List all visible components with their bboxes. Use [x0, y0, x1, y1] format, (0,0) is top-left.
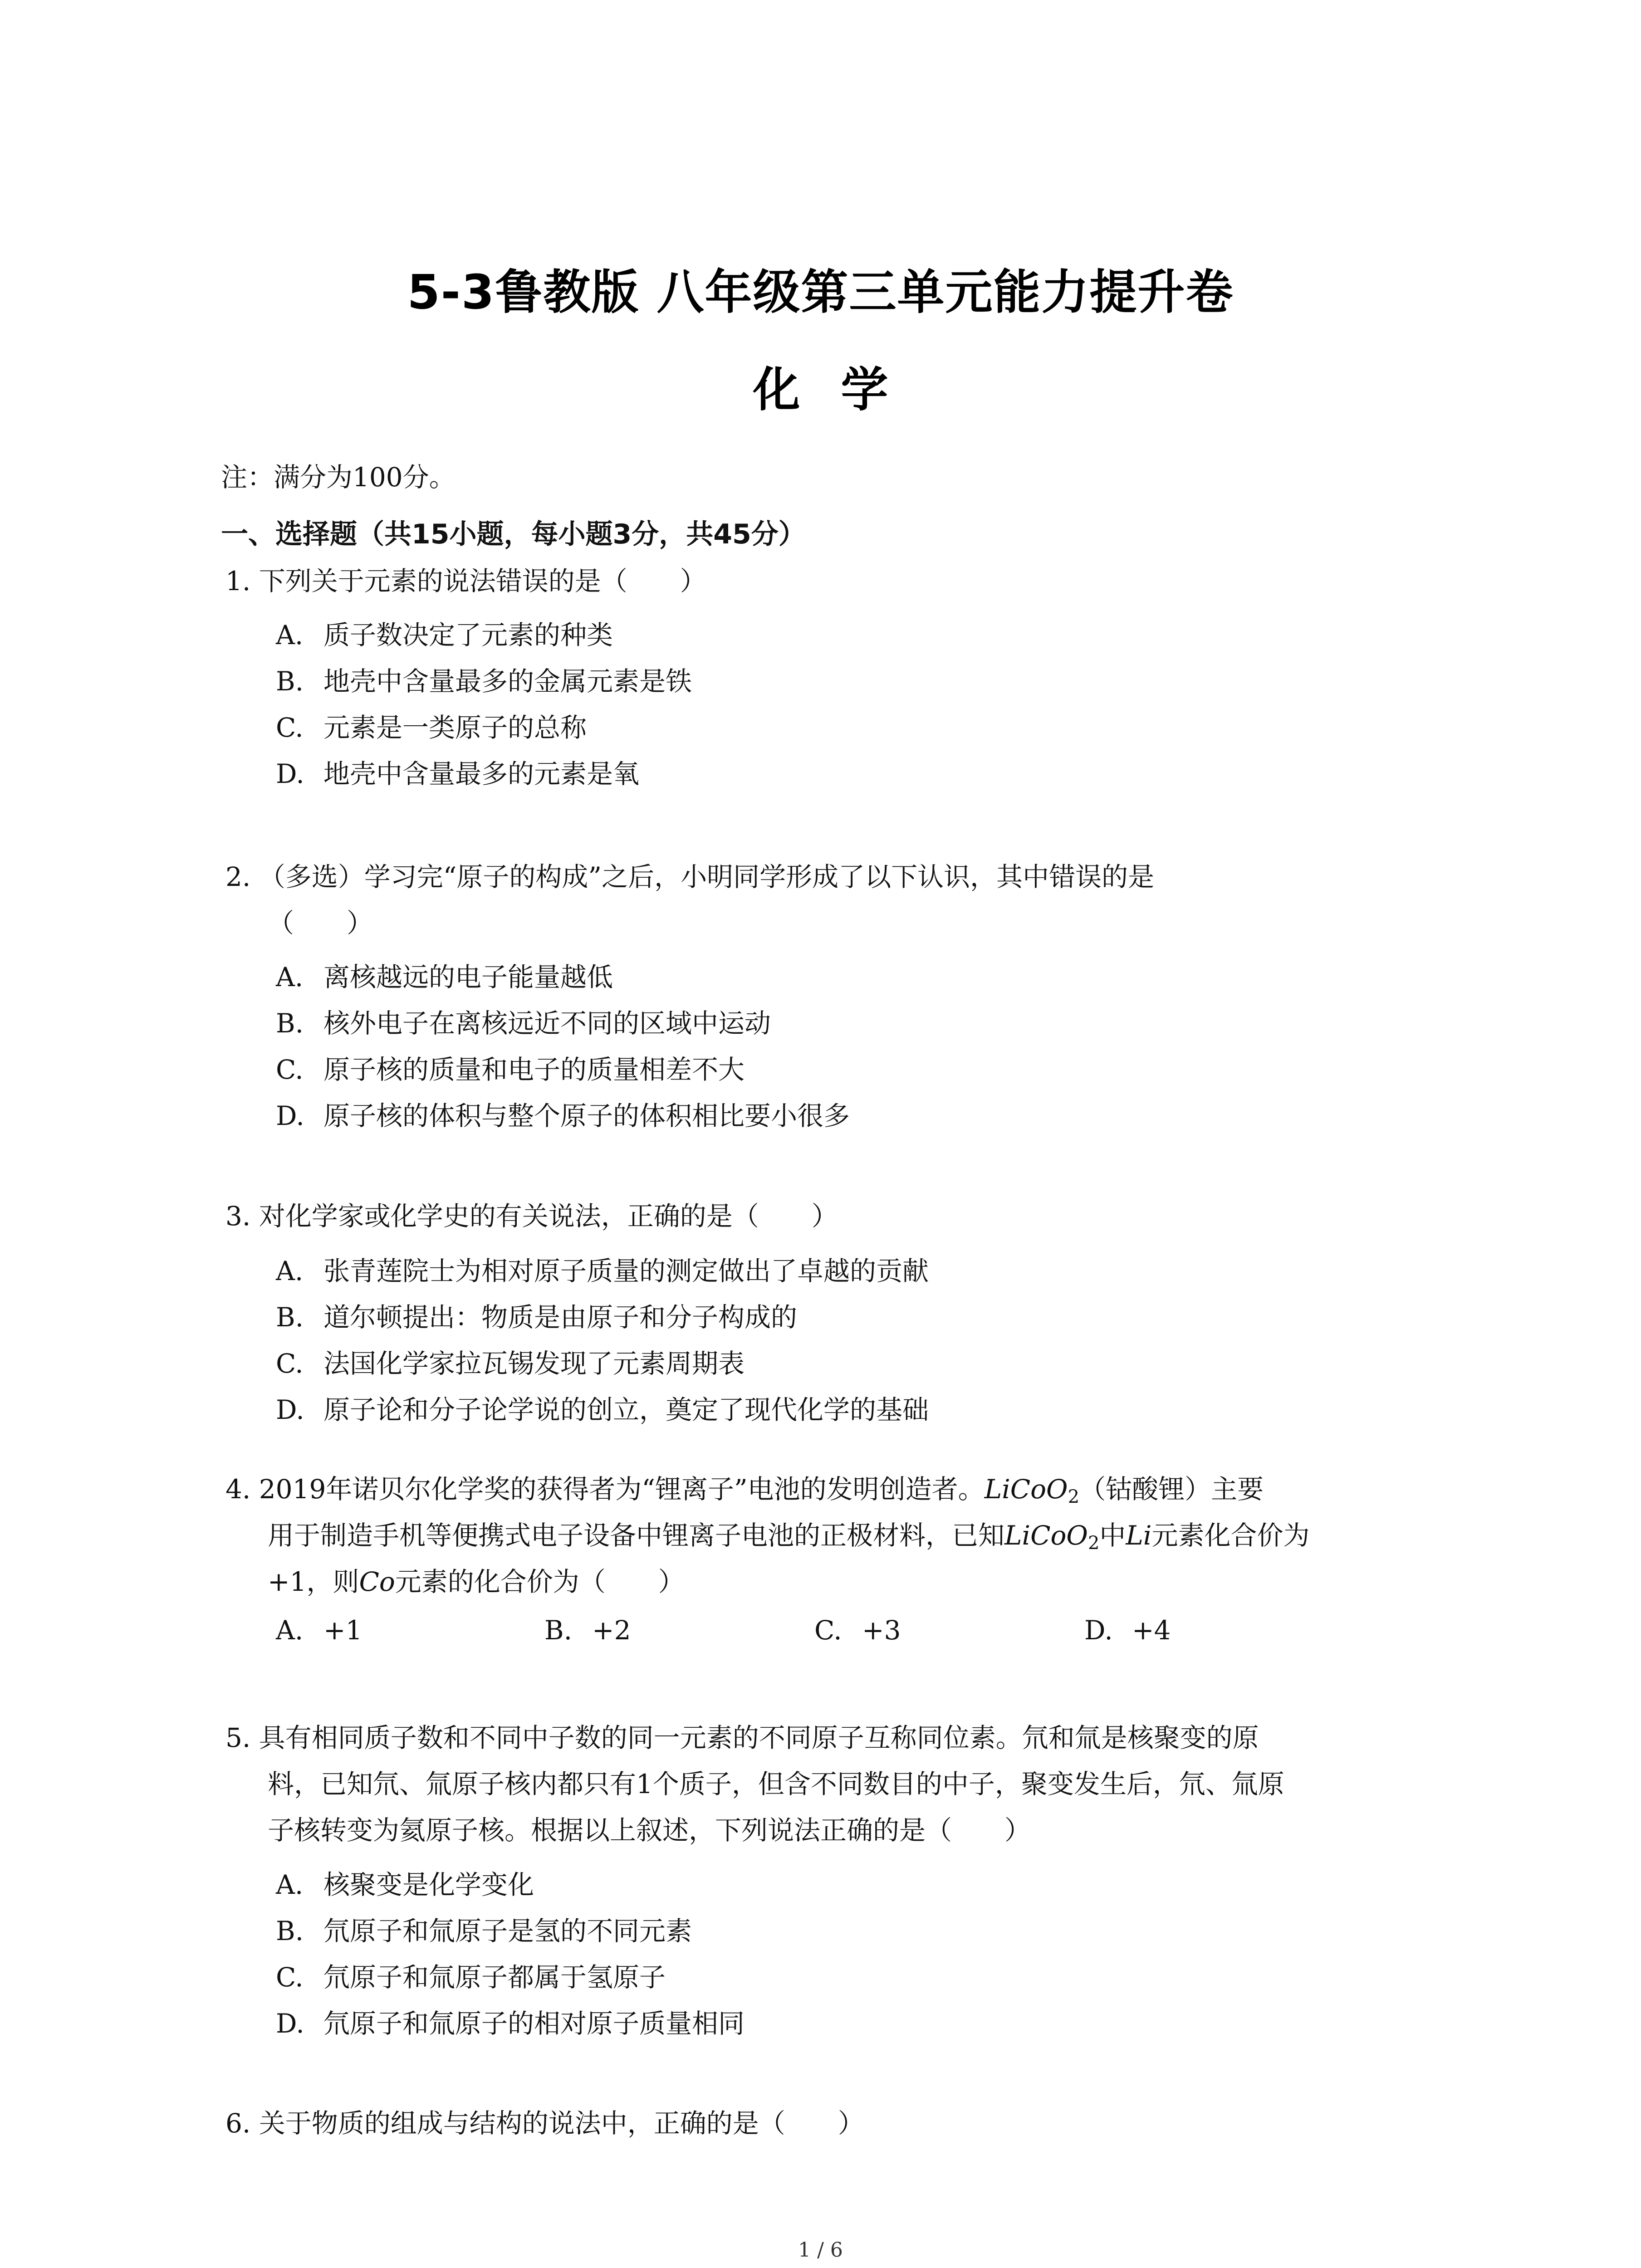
option-text: 质子数决定了元素的种类: [323, 620, 613, 650]
option-text: +1: [323, 1615, 362, 1646]
question-5-option-c[interactable]: [276, 1956, 666, 1994]
formula-subscript: 2: [1068, 1486, 1080, 1507]
formula-text: LiCoO: [984, 1474, 1068, 1505]
option-letter: A.: [276, 1615, 304, 1646]
question-1-option-c[interactable]: [276, 706, 587, 744]
formula-subscript: 2: [1087, 1533, 1100, 1554]
subject-title: 化学: [753, 362, 929, 417]
stem-text: 用于制造手机等便携式电子设备中锂离子电池的正极材料，已知: [268, 1520, 1005, 1551]
option-letter: A.: [276, 962, 304, 992]
option-letter: B.: [544, 1615, 573, 1646]
question-4-stem-line-3: [268, 1559, 685, 1605]
option-letter: A.: [276, 1256, 304, 1286]
option-letter: B.: [276, 1302, 304, 1333]
question-5-stem: 5. 具有相同质子数和不同中子数的同一元素的不同原子互称同位素。氘和氚是核聚变的原: [225, 1722, 1259, 1753]
option-letter: B.: [276, 1008, 304, 1039]
option-text: 张青莲院士为相对原子质量的测定做出了卓越的贡献: [323, 1256, 929, 1286]
option-text: +4: [1132, 1615, 1171, 1646]
question-3-stem: 3. 对化学家或化学史的有关说法，正确的是（ ）: [225, 1201, 838, 1232]
option-text: 地壳中含量最多的元素是氧: [323, 758, 640, 789]
option-text: 核外电子在离核远近不同的区域中运动: [323, 1008, 771, 1039]
question-5-option-a[interactable]: [276, 1863, 534, 1901]
option-text: 元素是一类原子的总称: [323, 712, 587, 743]
page-number: 1 / 6: [798, 2239, 843, 2262]
question-1-option-a[interactable]: [276, 614, 613, 652]
option-text: 原子核的体积与整个原子的体积相比要小很多: [323, 1100, 850, 1131]
option-text: 地壳中含量最多的金属元素是铁: [323, 666, 692, 697]
question-4-option-c[interactable]: [814, 1615, 901, 1646]
option-letter: C.: [814, 1615, 842, 1646]
question-3-option-d[interactable]: [276, 1388, 929, 1427]
question-2-option-a[interactable]: [276, 956, 613, 994]
question-2-stem: 2. （多选）学习完“原子的构成”之后，小明同学形成了以下认识，其中错误的是: [225, 861, 1155, 892]
option-text: 氘原子和氚原子都属于氢原子: [323, 1962, 666, 1993]
option-text: 原子论和分子论学说的创立，奠定了现代化学的基础: [323, 1394, 929, 1425]
question-5-option-b[interactable]: [276, 1910, 692, 1948]
option-letter: D.: [276, 1394, 304, 1425]
question-2-option-b[interactable]: [276, 1002, 771, 1040]
option-letter: C.: [276, 1962, 304, 1993]
formula-licoo2: [1004, 1520, 1100, 1554]
question-2-option-c[interactable]: [276, 1048, 745, 1086]
question-1-option-b[interactable]: [276, 660, 692, 698]
option-letter: D.: [276, 2008, 304, 2039]
question-4-option-d[interactable]: [1084, 1615, 1171, 1646]
option-text: 法国化学家拉瓦锡发现了元素周期表: [323, 1348, 745, 1379]
option-letter: A.: [276, 620, 304, 650]
section-heading: 一、选择题（共15小题，每小题3分，共45分）: [221, 518, 806, 550]
option-letter: B.: [276, 1916, 304, 1946]
option-letter: D.: [276, 758, 304, 789]
question-3-option-b[interactable]: [276, 1296, 797, 1334]
question-3-option-a[interactable]: [276, 1250, 929, 1288]
option-letter: D.: [276, 1100, 304, 1131]
stem-text: 中: [1099, 1520, 1126, 1551]
formula-li: Li: [1126, 1520, 1152, 1551]
question-3-option-c[interactable]: [276, 1342, 745, 1380]
question-5-stem-continued-1: 料，已知氘、氚原子核内都只有1个质子，但含不同数目的中子，聚变发生后，氘、氚原: [268, 1769, 1284, 1799]
option-text: 核聚变是化学变化: [323, 1869, 534, 1900]
stem-text: +1，则: [268, 1566, 359, 1597]
option-letter: C.: [276, 712, 304, 743]
question-4-option-a[interactable]: [276, 1615, 362, 1646]
stem-text: 元素化合价为: [1151, 1520, 1310, 1551]
option-text: 氘原子和氚原子的相对原子质量相同: [323, 2008, 745, 2039]
score-note: 注：满分为100分。: [221, 462, 456, 493]
option-letter: C.: [276, 1054, 304, 1085]
option-text: 原子核的质量和电子的质量相差不大: [323, 1054, 745, 1085]
question-5-option-d[interactable]: [276, 2002, 745, 2040]
formula-licoo2: [985, 1474, 1079, 1505]
option-text: 道尔顿提出：物质是由原子和分子构成的: [323, 1302, 798, 1333]
option-text: +3: [862, 1615, 901, 1646]
formula-co: Co: [359, 1566, 395, 1597]
question-1-stem: 1. 下列关于元素的说法错误的是（ ）: [225, 566, 706, 596]
question-6-stem: 6. 关于物质的组成与结构的说法中，正确的是（ ）: [225, 2108, 864, 2139]
formula-text: LiCoO: [1004, 1520, 1088, 1551]
option-letter: B.: [276, 666, 304, 697]
option-text: 离核越远的电子能量越低: [323, 962, 613, 992]
stem-text: 4. 2019年诺贝尔化学奖的获得者为“锂离子”电池的发明创造者。: [225, 1474, 985, 1505]
question-4-option-b[interactable]: [544, 1615, 631, 1646]
stem-text: 元素的化合价为（ ）: [395, 1566, 685, 1597]
question-5-stem-continued-2: 子核转变为氦原子核。根据以上叙述，下列说法正确的是（ ）: [268, 1815, 1031, 1846]
question-1-option-d[interactable]: [276, 753, 639, 791]
question-2-option-d[interactable]: [276, 1095, 850, 1133]
option-letter: A.: [276, 1869, 304, 1900]
option-letter: D.: [1084, 1615, 1113, 1646]
option-text: 氘原子和氚原子是氢的不同元素: [323, 1916, 692, 1946]
option-letter: C.: [276, 1348, 304, 1379]
stem-text: （钴酸锂）主要: [1079, 1474, 1264, 1505]
option-text: +2: [592, 1615, 631, 1646]
exam-title: 5-3鲁教版 八年级第三单元能力提升卷: [407, 264, 1234, 320]
question-2-stem-continued: （ ）: [268, 908, 373, 938]
